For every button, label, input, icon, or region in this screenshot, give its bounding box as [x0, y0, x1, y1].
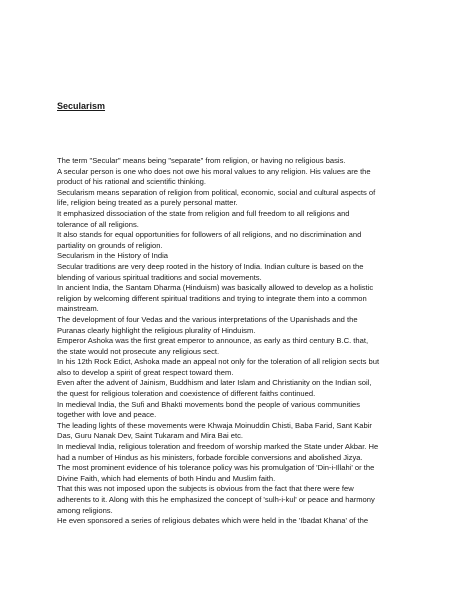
paragraph-line: mainstream. [57, 304, 99, 314]
paragraph-line: together with love and peace. [57, 410, 157, 420]
paragraph-line: The development of four Vedas and the various interpretations of the Upanishads and the [57, 314, 358, 324]
paragraph-line: It emphasized dissociation of the state from religion and full freedom to all religions and [57, 208, 350, 218]
paragraph-line: Secular traditions are very deep rooted in the history of India. Indian culture is based on the [57, 261, 364, 271]
paragraph-line: had a number of Hindus as his ministers, forbade forcible conversions and abolished Jizya. [57, 452, 363, 462]
document-body [57, 156, 427, 527]
page-title: Secularism [57, 101, 106, 111]
paragraph-line: also to develop a spirit of great respect toward them. [57, 367, 234, 377]
paragraph-line: religion by welcoming different spiritual traditions and trying to integrate them into a common [57, 293, 367, 303]
paragraph-line: In medieval India, religious toleration and freedom of worship marked the State under Akbar. He [57, 442, 379, 452]
paragraph-line: A secular person is one who does not owe his moral values to any religion. His values are the [57, 166, 371, 176]
paragraph-line: adherents to it. Along with this he emphasized the concept of 'sulh-i-kul' or peace and harmony [57, 495, 375, 504]
paragraph-line: He even sponsored a series of religious debates which were held in the 'Ibadat Khana' of the [57, 516, 369, 526]
paragraph-line: That this was not imposed upon the subjects is obvious from the fact that there were few [57, 484, 354, 494]
paragraph-line: the state would not prosecute any religious sect. [57, 346, 220, 356]
paragraph-line: product of his rational and scientific thinking. [57, 177, 207, 187]
paragraph-line: life, religion being treated as a purely personal matter. [57, 198, 238, 208]
paragraph-line: the quest for religious toleration and coexistence of different faiths continued. [57, 389, 316, 399]
paragraph-line: Das, Guru Nanak Dev, Saint Tukaram and Mira Bai etc. [57, 431, 243, 441]
paragraph-line: Secularism in the History of India [57, 251, 168, 261]
paragraph-line: Emperor Ashoka was the first great emperor to announce, as early as third century B.C. that, [57, 336, 369, 346]
paragraph-line: partiality on grounds of religion. [57, 240, 163, 250]
paragraph-line: The leading lights of these movements were Khwaja Moinuddin Chisti, Baba Farid, Sant Kabir [57, 420, 372, 430]
paragraph-line: Even after the advent of Jainism, Buddhism and later Islam and Christianity on the Indian soil, [57, 378, 372, 388]
paragraph-line: It also stands for equal opportunities for followers of all religions, and no discrimination and [57, 230, 362, 240]
paragraph-line: In his 12th Rock Edict, Ashoka made an appeal not only for the toleration of all religion sects but [57, 357, 380, 367]
paragraph-line: among religions. [57, 505, 113, 515]
paragraph-line: Secularism means separation of religion from political, economic, social and cultural aspects of [57, 187, 376, 197]
paragraph-line: The most prominent evidence of his tolerance policy was his promulgation of 'Din-i-Illahi' or the [57, 463, 375, 473]
paragraph-line: In medieval India, the Sufi and Bhakti movements bond the people of various communities [57, 399, 361, 409]
paragraph-line: Puranas clearly highlight the religious plurality of Hinduism. [57, 325, 256, 335]
paragraph-line: Divine Faith, which had elements of both Hindu and Muslim faith. [57, 473, 276, 483]
paragraph-line: blending of various spiritual traditions and social movements. [57, 272, 262, 282]
paragraph-line: In ancient India, the Santam Dharma (Hinduism) was basically allowed to develop as a holistic [57, 283, 374, 293]
paragraph-line: The term "Secular" means being "separate" from religion, or having no religious basis. [57, 156, 346, 165]
paragraph-line: tolerance of all religions. [57, 219, 139, 229]
